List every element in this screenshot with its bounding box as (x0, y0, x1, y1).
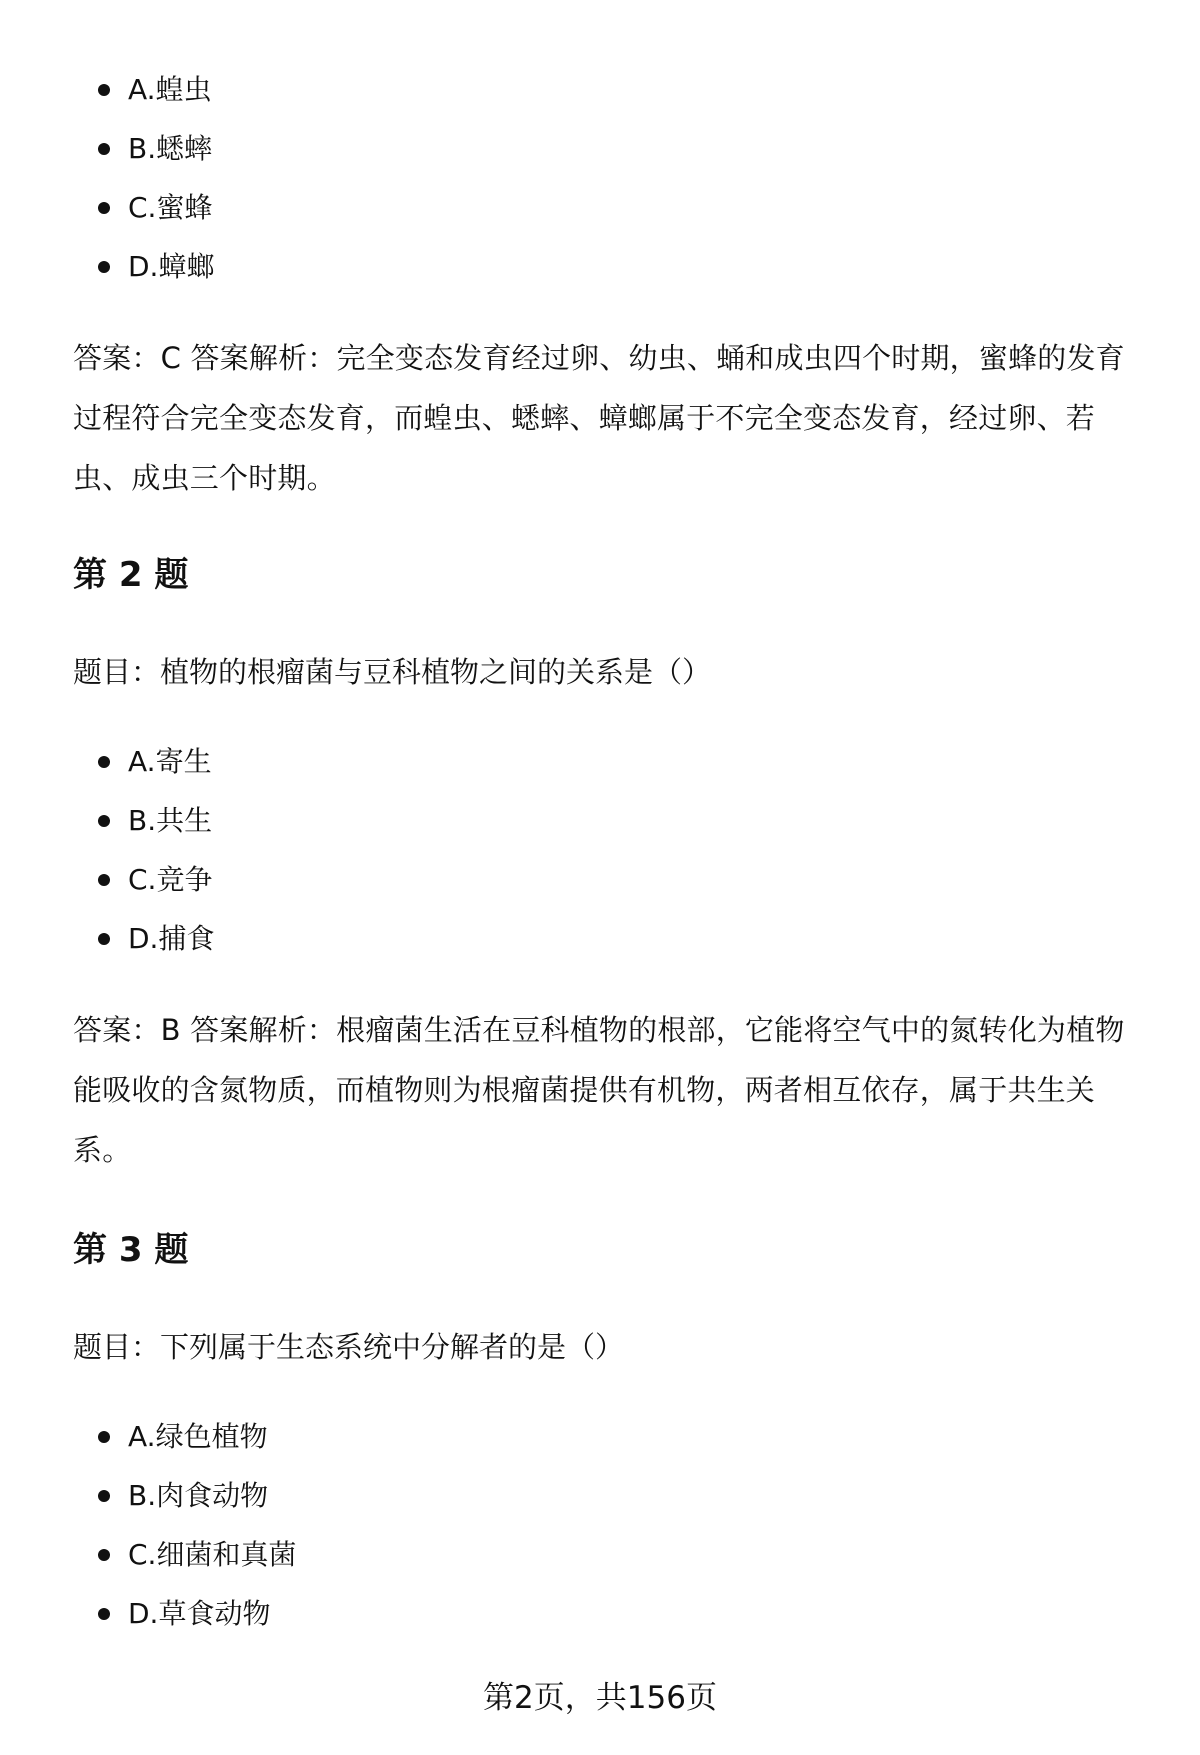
q2-heading: 第 2 题 (73, 555, 189, 595)
bullet-icon (98, 874, 110, 886)
page-number-footer: 第2页，共156页 (483, 1680, 717, 1716)
q1-answer-explanation: 答案：C 答案解析：完全变态发育经过卵、幼虫、蛹和成虫四个时期，蜜蜂的发育过程符合完全变态发育，而蝗虫、蟋蟀、蟑螂属于不完全变态发育，经过卵、若虫、成虫三个时期。 (73, 341, 1125, 495)
bullet-icon (98, 1608, 110, 1620)
bullet-icon (98, 933, 110, 945)
bullet-icon (98, 202, 110, 214)
bullet-icon (98, 756, 110, 768)
bullet-icon (98, 1549, 110, 1561)
bullet-icon (98, 84, 110, 96)
q3-question: 题目：下列属于生态系统中分解者的是（） (73, 1330, 625, 1364)
q3-heading: 第 3 题 (73, 1230, 189, 1270)
bullet-icon (98, 143, 110, 155)
bullet-icon (98, 1490, 110, 1502)
document-page: A.蝗虫 B.蟋蟀 C.蜜蜂 D.蟑螂 答案：C 答案解析：完全变态发育经过卵、幼虫、蛹和成虫四个时期，蜜蜂的发育过程符合完全变态发育，而蝗虫、蟋蟀、蟑螂属于不完全变态发育，经过卵、若虫、成虫三个时期。 第 2 题 题目：植物的根瘤菌与豆科植物之间的关系是（） A.寄生 B.共生 C.竞争 D.捕食 答案：B 答案解析：根瘤菌生活在豆科植物的根部，它能将空气中的氮转化为植物能吸收的含氮物质，而植物则为根瘤菌提供有机物，两者相互依存，属于共生关系。 第 3 题 题目：下列属于生态系统中分解者的是（） A.绿色植物 B.肉食动物 C.细菌和真菌 D.草食动物 第2页，共156页 (0, 0, 1200, 1755)
q2-answer-explanation: 答案：B 答案解析：根瘤菌生活在豆科植物的根部，它能将空气中的氮转化为植物能吸收的含氮物质，而植物则为根瘤菌提供有机物，两者相互依存，属于共生关系。 (73, 1013, 1125, 1167)
bullet-icon (98, 261, 110, 273)
bullet-icon (98, 815, 110, 827)
bullet-icon (98, 1431, 110, 1443)
q2-question: 题目：植物的根瘤菌与豆科植物之间的关系是（） (73, 655, 712, 689)
